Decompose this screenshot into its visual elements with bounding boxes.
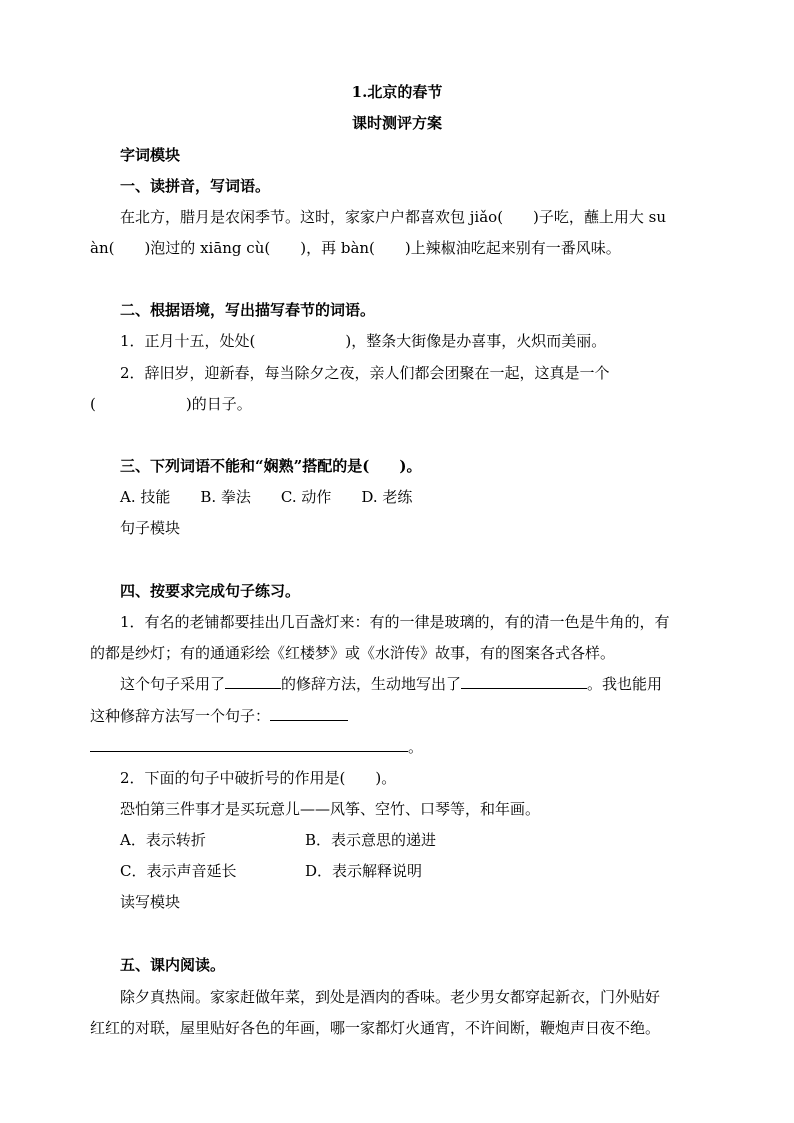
prompt-text-a: 这个句子采用了 [120,675,226,693]
effect-answer-blank[interactable] [461,674,587,689]
question-2-item-1: 1．正月十五，处处( )，整条大街像是办喜事，火炽而美丽。 [120,332,607,350]
question-4-item-1-line-1: 1．有名的老铺都要挂出几百盏灯来：有的一律是玻璃的，有的清一色是牛角的，有 [120,613,670,631]
option-a: A．表示转折 [120,831,206,849]
question-1-heading: 一、读拼音，写词语。 [120,177,271,195]
reading-passage-line-1: 除夕真热闹。家家赶做年菜，到处是酒肉的香味。老少男女都穿起新衣，门外贴好 [120,988,661,1006]
question-2-item-2-line-2: ( )的日子。 [90,395,252,413]
question-4-item-1-line-2: 的都是纱灯；有的通通彩绘《红楼梦》或《水浒传》故事，有的图案各式各样。 [90,644,616,662]
option-d: D．表示解释说明 [305,862,423,880]
sentence-answer-blank-2[interactable] [90,737,408,752]
question-3-heading: 三、下列词语不能和“娴熟”搭配的是( )。 [120,457,422,475]
reading-passage-line-2: 红红的对联，屋里贴好各色的年画，哪一家都灯火通宵，不许间断，鞭炮声日夜不绝。 [90,1019,661,1037]
question-2-heading: 二、根据语境，写出描写春节的词语。 [120,301,376,319]
question-4-item-1-prompt [120,674,662,694]
page-subtitle: 课时测评方案 [351,114,442,132]
module-heading-reading: 读写模块 [120,893,181,911]
question-2-item-2-line-1: 2．辞旧岁，迎新春，每当除夕之夜，亲人们都会团聚在一起，这真是一个 [120,364,610,382]
option-b: B．表示意思的递进 [305,831,437,849]
question-5-heading: 五、课内阅读。 [120,956,226,974]
sentence-answer-blank-1[interactable] [270,706,348,721]
question-1-line-1: 在北方，腊月是农闲季节。这时，家家户户都喜欢包 jiǎo( )子吃，蘸上用大 su [120,208,667,226]
option-c: C．表示声音延长 [120,862,237,880]
prompt-text-b: 的修辞方法，生动地写出了 [281,675,462,693]
question-4-item-2: 2．下面的句子中破折号的作用是( )。 [120,769,397,787]
question-4-item-1-answer-line [90,737,423,757]
module-heading-words: 字词模块 [120,146,181,164]
module-heading-sentences: 句子模块 [120,519,181,537]
rhetoric-answer-blank[interactable] [225,674,281,689]
prompt-end: 。 [408,738,424,756]
page-title: 1.北京的春节 [351,83,443,101]
question-4-heading: 四、按要求完成句子练习。 [120,582,301,600]
question-3-options: A. 技能 B. 拳法 C. 动作 D. 老练 [120,488,413,506]
prompt-text-c: 。我也能用 [587,675,663,693]
prompt-text-d: 这种修辞方法写一个句子： [90,707,271,725]
question-4-item-1-prompt-line-2 [90,706,348,726]
question-4-item-2-sentence: 恐怕第三件事才是买玩意儿——风筝、空竹、口琴等，和年画。 [120,800,541,818]
question-1-line-2: àn( )泡过的 xiāng cù( )，再 bàn( )上辣椒油吃起来别有一番风味。 [90,239,621,257]
